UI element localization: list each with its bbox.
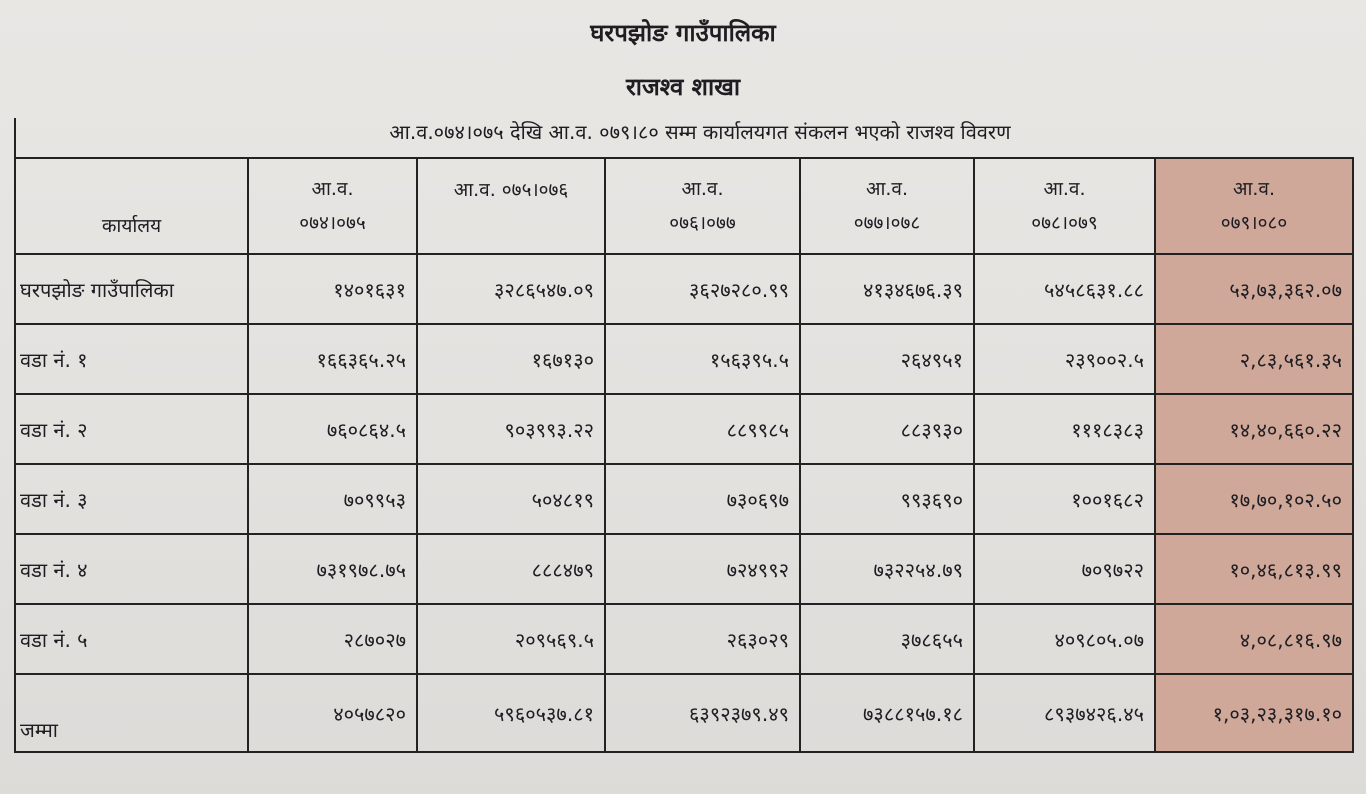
- value-cell: १६६३६५.२५: [248, 324, 417, 394]
- office-cell: वडा नं. २: [15, 394, 248, 464]
- table-row: [15, 534, 1353, 604]
- value-cell: ४१३४६७६.३९: [800, 254, 974, 324]
- value-cell: ५०४८१९: [417, 464, 605, 534]
- value-cell: २६३०२९: [605, 604, 800, 674]
- revenue-table: [14, 157, 1354, 753]
- year-header-label: आ.व.: [311, 178, 354, 200]
- total-label-cell: जम्मा: [15, 674, 248, 752]
- year-header-2: [605, 158, 800, 254]
- table-row: [15, 464, 1353, 534]
- value-cell: ७०९७२२: [974, 534, 1155, 604]
- table-total-row: [15, 674, 1353, 752]
- value-cell: १६७१३०: [417, 324, 605, 394]
- year-header-label: आ.व. ०७५।०७६: [453, 179, 569, 201]
- year-header-5-highlighted: [1155, 158, 1353, 254]
- value-cell: ९९३६९०: [800, 464, 974, 534]
- office-cell: वडा नं. ५: [15, 604, 248, 674]
- table-header-row: [15, 158, 1353, 254]
- office-column-header: कार्यालय: [15, 158, 248, 254]
- value-cell: ७३१९७८.७५: [248, 534, 417, 604]
- office-cell: वडा नं. ४: [15, 534, 248, 604]
- value-cell: २८७०२७: [248, 604, 417, 674]
- total-value-cell: ४०५७८२०: [248, 674, 417, 752]
- value-cell: ७२४९९२: [605, 534, 800, 604]
- total-value-cell: ८९३७४२६.४५: [974, 674, 1155, 752]
- value-cell: १११८३८३: [974, 394, 1155, 464]
- table-row: [15, 254, 1353, 324]
- office-cell: वडा नं. ३: [15, 464, 248, 534]
- value-cell: ५४५८६३१.८८: [974, 254, 1155, 324]
- value-cell: ३६२७२८०.९९: [605, 254, 800, 324]
- year-header-label: आ.व.: [865, 178, 909, 200]
- value-cell: ८८९९८५: [605, 394, 800, 464]
- table-border-left: [14, 118, 16, 158]
- value-cell: ७३०६९७: [605, 464, 800, 534]
- value-cell-highlighted: १०,४६,८१३.९९: [1155, 534, 1353, 604]
- table-row: [15, 394, 1353, 464]
- value-cell: ७६०८६४.५: [248, 394, 417, 464]
- year-header-range: ०७८।०७९: [1031, 212, 1098, 234]
- value-cell: १४०१६३१: [248, 254, 417, 324]
- table-row: [15, 604, 1353, 674]
- value-cell: ३७८६५५: [800, 604, 974, 674]
- value-cell: १००१६८२: [974, 464, 1155, 534]
- table-caption: आ.व.०७४।०७५ देखि आ.व. ०७९।८० सम्म कार्यालयगत संकलन भएको राजश्व विवरण: [389, 120, 1011, 144]
- office-cell: घरपझोङ गाउँपालिका: [15, 254, 248, 324]
- total-value-cell-highlighted: १,०३,२३,३१७.१०: [1155, 674, 1353, 752]
- value-cell: ८८३९३०: [800, 394, 974, 464]
- year-header-label: आ.व.: [681, 178, 724, 200]
- year-header-3: [800, 158, 974, 254]
- year-header-range: ०७४।०७५: [299, 212, 366, 234]
- year-header-range: ०७६।०७७: [669, 212, 736, 234]
- total-value-cell: ६३९२३७९.४९: [605, 674, 800, 752]
- value-cell-highlighted: १७,७०,१०२.५०: [1155, 464, 1353, 534]
- value-cell-highlighted: ४,०८,८१६.९७: [1155, 604, 1353, 674]
- value-cell: १५६३९५.५: [605, 324, 800, 394]
- value-cell-highlighted: २,८३,५६१.३५: [1155, 324, 1353, 394]
- year-header-4: [974, 158, 1155, 254]
- year-header-0: [248, 158, 417, 254]
- value-cell: ७३२२५४.७९: [800, 534, 974, 604]
- value-cell: ९०३९९३.२२: [417, 394, 605, 464]
- section-title: राजश्व शाखा: [625, 73, 741, 101]
- year-header-range: ०७७।०७८: [853, 212, 921, 234]
- value-cell-highlighted: १४,४०,६६०.२२: [1155, 394, 1353, 464]
- value-cell: २०९५६९.५: [417, 604, 605, 674]
- year-header-label: आ.व.: [1232, 178, 1276, 200]
- value-cell: २३९००२.५: [974, 324, 1155, 394]
- year-header-range: ०७९।०८०: [1220, 212, 1288, 234]
- total-value-cell: ७३८८१५७.१८: [800, 674, 974, 752]
- value-cell: ७०९९५३: [248, 464, 417, 534]
- value-cell: ८८८४७९: [417, 534, 605, 604]
- value-cell: ३२८६५४७.०९: [417, 254, 605, 324]
- total-value-cell: ५९६०५३७.८१: [417, 674, 605, 752]
- value-cell: २६४९५१: [800, 324, 974, 394]
- year-header-label: आ.व.: [1043, 178, 1086, 200]
- value-cell-highlighted: ५३,७३,३६२.०७: [1155, 254, 1353, 324]
- office-cell: वडा नं. १: [15, 324, 248, 394]
- year-header-1: [417, 158, 605, 254]
- table-row: [15, 324, 1353, 394]
- page-title: घरपझोङ गाउँपालिका: [590, 19, 776, 47]
- value-cell: ४०९८०५.०७: [974, 604, 1155, 674]
